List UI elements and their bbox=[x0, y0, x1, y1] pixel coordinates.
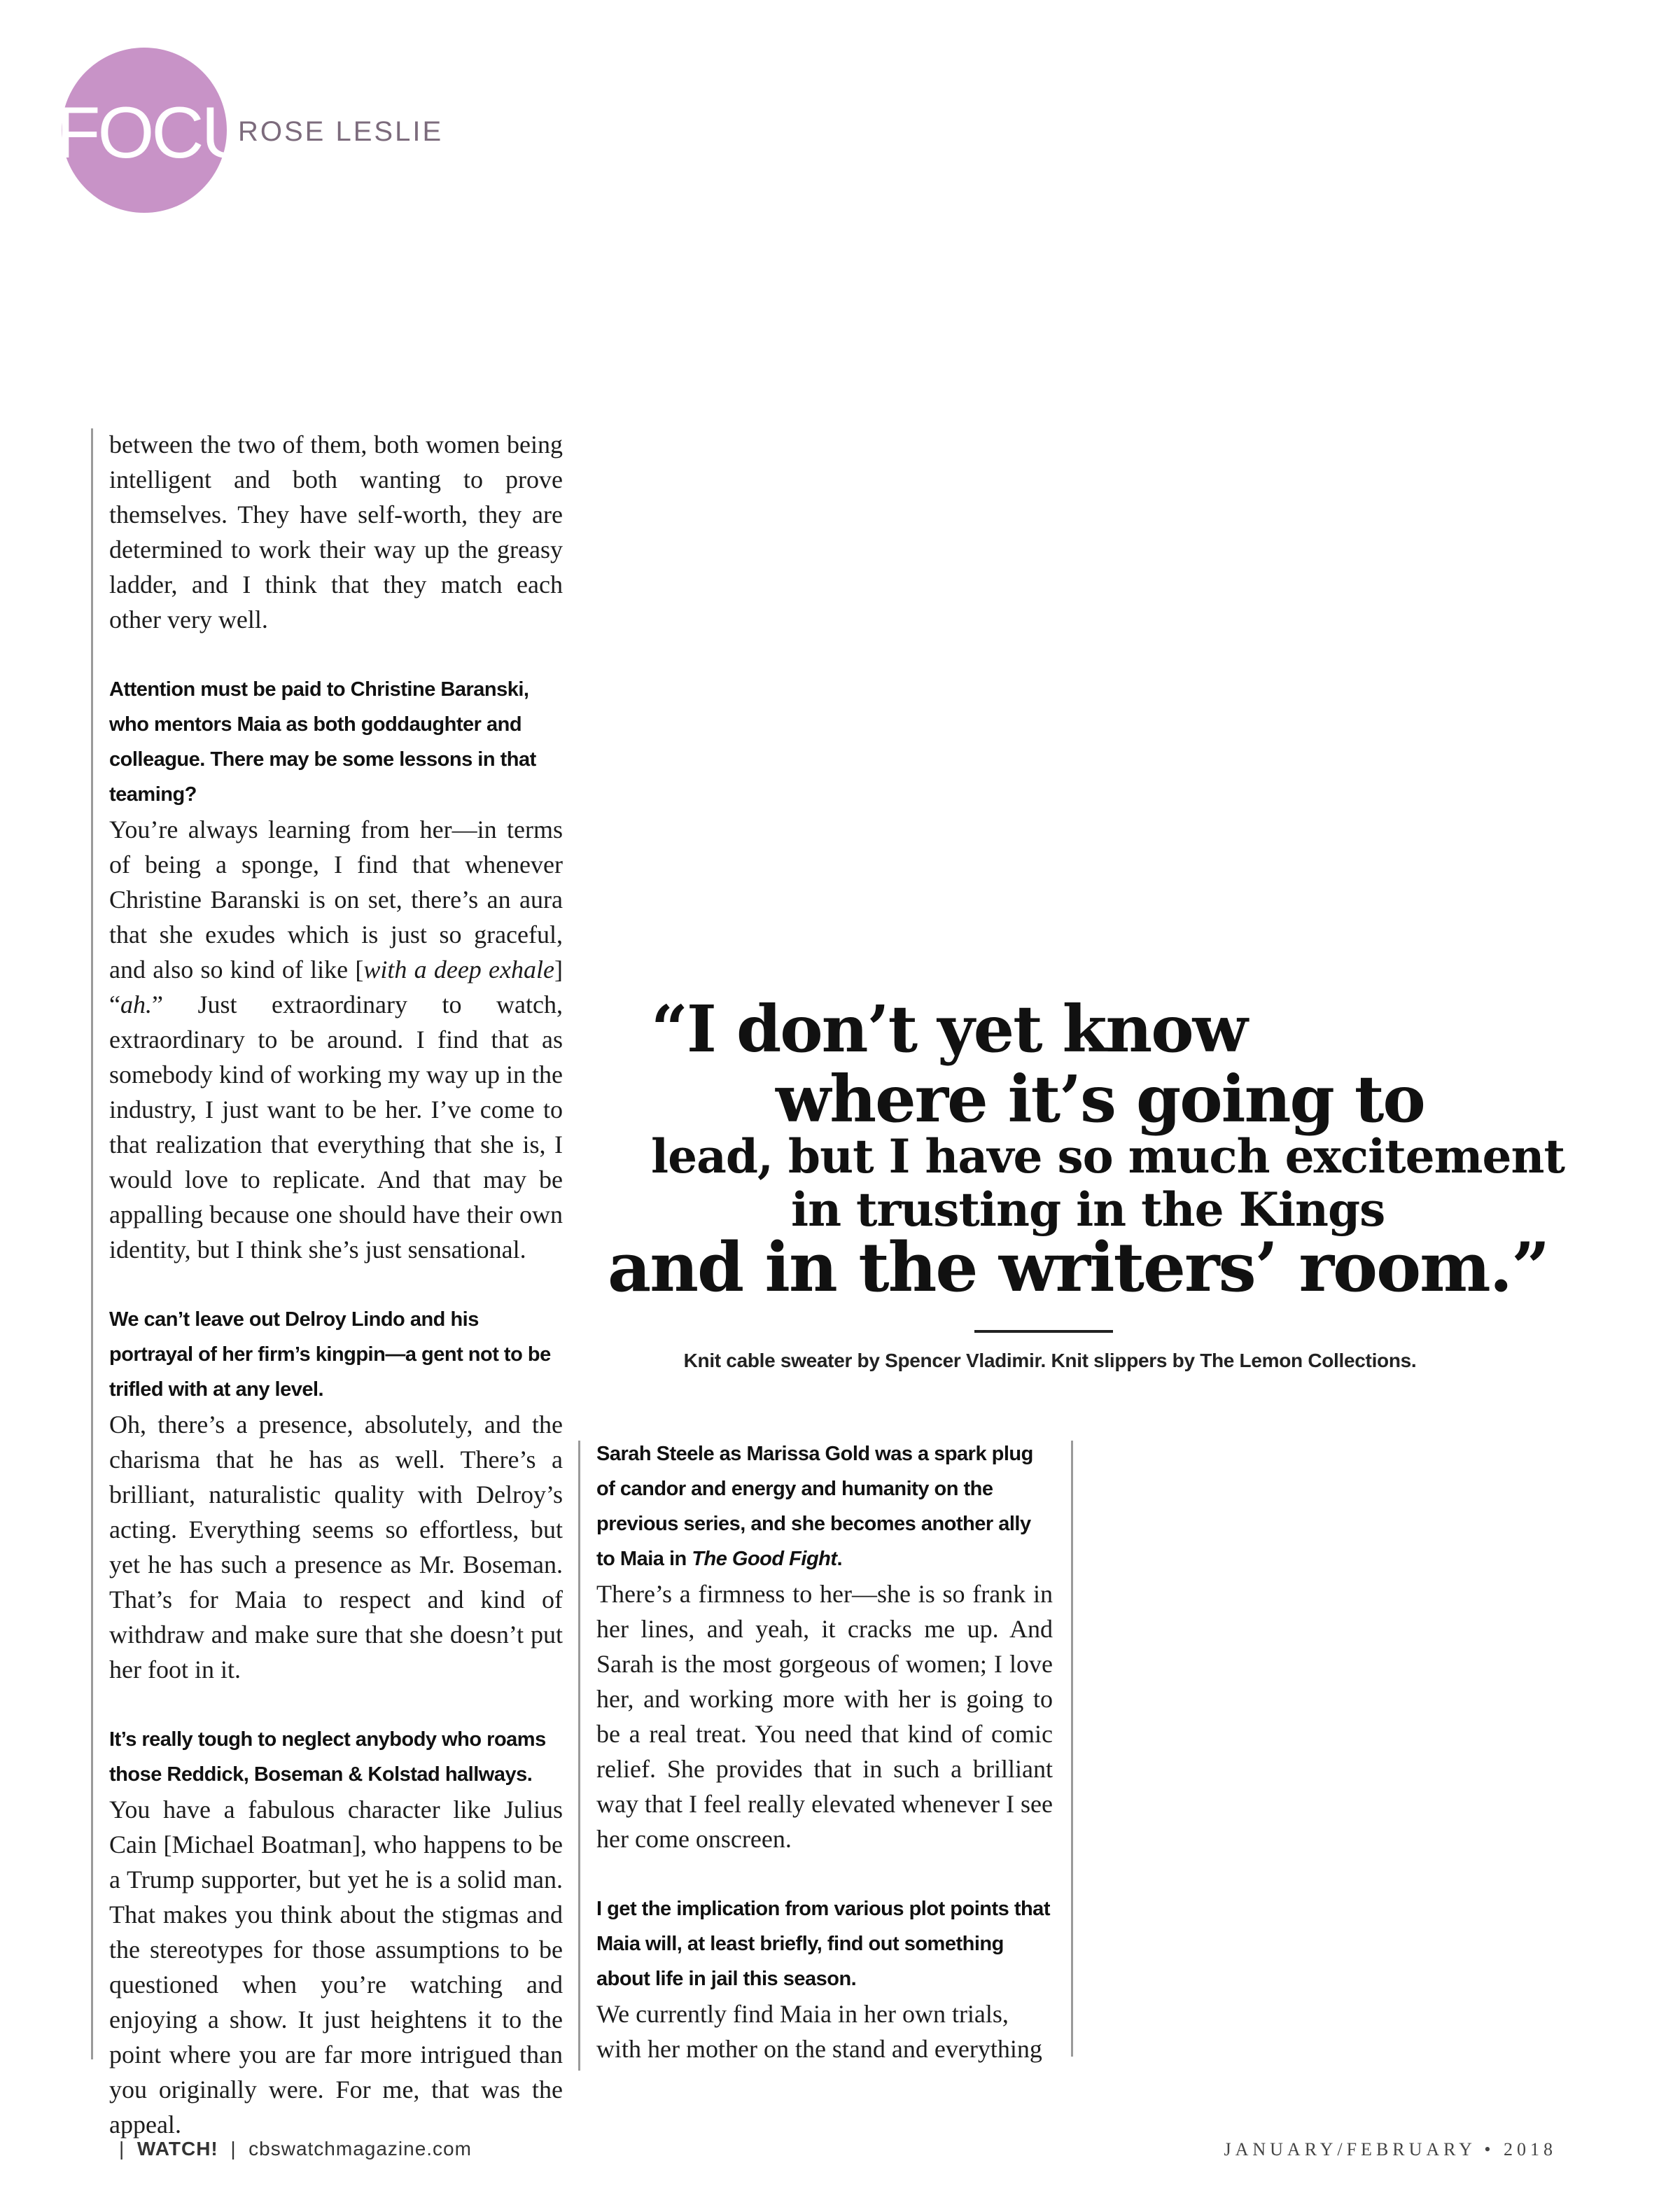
footer-branding bbox=[119, 2138, 472, 2160]
focus-logo-text: FOCUS bbox=[56, 92, 297, 174]
answer-italic: ah. bbox=[120, 990, 152, 1018]
article-column-middle bbox=[596, 1436, 1053, 2066]
photo-caption: Knit cable sweater by Spencer Vladimir. Knit slippers by The Lemon Collections. bbox=[683, 1350, 1417, 1371]
pull-quote-line-2: where it’s going to bbox=[776, 1061, 1424, 1137]
answer-text: ] “ bbox=[109, 955, 563, 1018]
interview-question: I get the implication from various plot points that Maia will, at least briefly, find out something about life in jail this season. bbox=[596, 1898, 1050, 1990]
issue-date: JANUARY/FEBRUARY • 2018 bbox=[1224, 2139, 1557, 2160]
column-rule-right bbox=[1071, 1441, 1073, 2057]
column-rule-middle bbox=[578, 1441, 580, 2071]
question-text: . bbox=[836, 1548, 843, 1570]
footer-separator: | bbox=[119, 2138, 125, 2160]
interview-question: We can’t leave out Delroy Lindo and his portrayal of her firm’s kingpin—a gent not to be trifled with at any level. bbox=[109, 1308, 551, 1401]
pull-quote-line-1: “I don’t yet know bbox=[651, 991, 1247, 1067]
show-title: The Good Fight bbox=[692, 1548, 837, 1570]
answer-text: ” Just extraordinary to watch, extraordinary to be around. I find that as somebody kind of working my way up in the industry, I just want to be her. I’ve come to that realization that everything that she is, I would love to replicate. And that may be appalling because one should have their own identity, but I think she’s just sensational. bbox=[109, 990, 563, 1264]
section-name: ROSE LESLIE bbox=[238, 116, 444, 147]
answer-paragraph: We currently find Maia in her own trials, with her mother on the stand and everything bbox=[596, 2000, 1042, 2063]
pull-quote-divider bbox=[974, 1330, 1113, 1333]
column-rule-left bbox=[91, 428, 93, 2059]
magazine-name: WATCH! bbox=[136, 2138, 218, 2160]
answer-paragraph: Oh, there’s a presence, absolutely, and the charisma that he has as well. There’s a brilliant, naturalistic quality with Delroy’s acting. Everything seems so effortless, but yet he has such a presence as Mr. Boseman. That’s for Maia to respect and kind of withdraw and make sure that she doesn’t put her foot in it. bbox=[109, 1410, 563, 1684]
pull-quote-line-5: and in the writers’ room.” bbox=[608, 1228, 1549, 1307]
pull-quote-line-4: in trusting in the Kings bbox=[791, 1182, 1385, 1237]
answer-paragraph: You have a fabulous character like Julius Cain [Michael Boatman], who happens to be a Trump supporter, but yet he is a solid man. That makes you think about the stigmas and the stereotypes for those assumptions to be questioned when you’re watching and enjoying a show. It just heightens it to the point where you are far more intrigued than you originally were. For me, that was the appeal. bbox=[109, 1795, 563, 2138]
answer-italic: with a deep exhale bbox=[363, 955, 554, 983]
article-column-left bbox=[109, 427, 563, 2142]
answer-paragraph: between the two of them, both women being intelligent and both wanting to prove themselves. They have self-worth, they are determined to work their way up the greasy ladder, and I think that they match each other very well. bbox=[109, 430, 563, 634]
question-text: Sarah Steele as Marissa Gold was a spark plug of candor and energy and humanity on the previous series, and she becomes another ally to Maia in bbox=[596, 1443, 1033, 1570]
answer-paragraph bbox=[109, 812, 563, 1267]
spacer bbox=[109, 637, 563, 672]
website-link[interactable]: cbswatchmagazine.com bbox=[248, 2138, 472, 2160]
spacer bbox=[109, 1267, 563, 1302]
interview-question: It’s really tough to neglect anybody who roams those Reddick, Boseman & Kolstad hallways. bbox=[109, 1728, 546, 1786]
interview-question: Attention must be paid to Christine Baranski, who mentors Maia as both goddaughter and colleague. There may be some lessons in that teaming? bbox=[109, 678, 536, 806]
spacer bbox=[109, 1687, 563, 1722]
spacer bbox=[596, 1856, 1053, 1891]
pull-quote-line-3: lead, but I have so much excitement bbox=[651, 1129, 1564, 1184]
answer-paragraph: There’s a firmness to her—she is so frank in her lines, and yeah, it cracks me up. And Sarah is the most gorgeous of women; I love her, and working more with her is going to be a real treat. You need that kind of comic relief. She provides that in such a brilliant way that I feel really elevated whenever I see her come onscreen. bbox=[596, 1580, 1053, 1853]
answer-text: You’re always learning from her—in terms of being a sponge, I find that whenever Christine Baranski is on set, there’s an aura that she exudes which is just so graceful, and also so kind of like [ bbox=[109, 816, 563, 983]
footer-separator: | bbox=[230, 2138, 237, 2160]
interview-question bbox=[596, 1436, 1053, 1576]
